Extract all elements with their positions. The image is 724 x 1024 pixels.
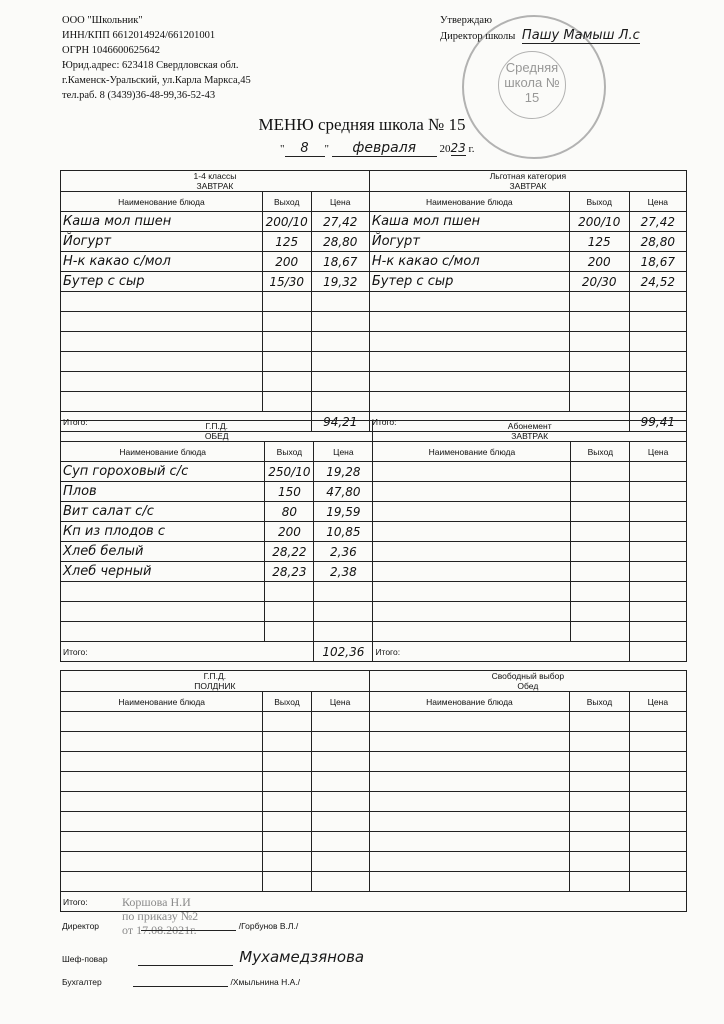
cell-out: 28,22 [265,542,314,562]
cell-name [61,312,263,332]
total-label: Итого: [373,642,630,662]
cell-price [311,872,369,892]
director-sign-row [62,920,298,931]
date-year-prefix: 20 [439,143,451,155]
col-price: Цена [629,192,686,212]
cell-name [61,772,263,792]
cell-out: 250/10 [265,462,314,482]
company-ogrn: ОГРН 1046600625642 [62,45,160,56]
cell-price [629,372,686,392]
table-row [61,852,687,872]
cell-name [61,392,263,412]
col-out: Выход [262,192,311,212]
accountant-label: Бухгалтер [62,977,102,987]
cell-name [369,872,570,892]
cell-name [369,292,569,312]
col-out: Выход [263,692,311,712]
cell-out: 200 [265,522,314,542]
cell-name [61,752,263,772]
section-3-total: 102,36 [314,642,373,662]
cell-out [569,392,629,412]
cell-price [629,812,686,832]
section-1-total: 94,21 [311,412,369,432]
cell-price: 24,52 [629,272,686,292]
cell-name [61,582,265,602]
cell-out [263,872,311,892]
cell-out [262,372,311,392]
table-row [61,542,687,562]
cell-out [263,792,311,812]
company-phone: тел.раб. 8 (3439)36-48-99,36-52-43 [62,90,216,101]
cell-out [571,582,630,602]
company-address-1: Юрид.адрес: 623418 Свердловская обл. [62,60,239,71]
cell-out [263,812,311,832]
cell-name [61,292,263,312]
cell-name [373,462,571,482]
cell-price [311,792,369,812]
cell-price [311,832,369,852]
cell-name [61,732,263,752]
table-row [61,522,687,542]
cell-name [369,732,570,752]
cell-out [262,292,311,312]
cell-out [570,712,629,732]
cell-name [369,812,570,832]
cell-price: 28,80 [311,232,369,252]
accountant-sign-row [62,976,300,987]
cell-name: Бутер с сыр [61,272,263,292]
cell-price [629,712,686,732]
cell-name: Йогурт [61,232,263,252]
cell-name [373,522,571,542]
cell-out [263,732,311,752]
cell-name [61,852,263,872]
col-name: Наименование блюда [61,692,263,712]
cell-price [629,872,686,892]
cell-out [569,292,629,312]
col-out: Выход [571,442,630,462]
table-row [61,752,687,772]
cell-price [314,602,373,622]
cell-name [61,832,263,852]
cell-name [369,392,569,412]
cell-out: 20/30 [569,272,629,292]
total-label: Итого: [61,642,314,662]
chef-label: Шеф-повар [62,954,108,964]
cell-out: 150 [265,482,314,502]
section-5-header: Г.П.Д. ПОЛДНИК [61,671,370,692]
cell-price [311,772,369,792]
table-row [61,872,687,892]
total-label: Итого: [61,412,312,432]
table-row [61,582,687,602]
cell-name [61,712,263,732]
cell-name [61,352,263,372]
cell-out [570,772,629,792]
director-sign-line [141,920,236,931]
cell-name [369,332,569,352]
cell-out [265,582,314,602]
cell-price [629,792,686,812]
cell-out [263,752,311,772]
cell-out [570,812,629,832]
cell-price [629,352,686,372]
cell-price [630,602,687,622]
company-name: ООО "Школьник" [62,15,143,26]
cell-price [311,292,369,312]
cell-price [629,312,686,332]
cell-price [630,542,687,562]
section-2-total: 99,41 [629,412,686,432]
cell-price [629,752,686,772]
cell-price: 19,32 [311,272,369,292]
cell-price: 27,42 [629,212,686,232]
table-row [61,832,687,852]
cell-price [311,732,369,752]
cell-out [262,352,311,372]
cell-out: 28,23 [265,562,314,582]
cell-out [570,752,629,772]
cell-name [369,772,570,792]
cell-price: 19,59 [314,502,373,522]
cell-name [373,482,571,502]
approve-label: Утверждаю [440,15,492,26]
cell-name [61,622,265,642]
cell-price [630,622,687,642]
cell-out [571,562,630,582]
cell-out [265,602,314,622]
cell-price: 19,28 [314,462,373,482]
date-suffix: г. [468,143,475,155]
cell-name [61,872,263,892]
lunch-table [60,420,687,662]
section-6-header: Свободный выбор Обед [369,671,686,692]
cell-out [570,732,629,752]
cell-price [630,482,687,502]
cell-price [311,332,369,352]
cell-out: 200 [569,252,629,272]
col-name: Наименование блюда [61,442,265,462]
director-name: /Горбунов В.Л./ [238,921,299,931]
snack-table [60,670,687,912]
cell-name [369,312,569,332]
cell-name [373,562,571,582]
cell-name [373,542,571,562]
cell-price: 28,80 [629,232,686,252]
cell-out: 125 [569,232,629,252]
col-name: Наименование блюда [61,192,263,212]
cell-out [570,832,629,852]
stamp-center: Средняя школа № 15 [498,51,566,119]
cell-out [571,482,630,502]
cell-price [630,562,687,582]
cell-price: 47,80 [314,482,373,502]
cell-name: Бутер с сыр [369,272,569,292]
cell-price [630,582,687,602]
cell-name: Йогурт [369,232,569,252]
table-row [61,562,687,582]
cell-price [629,852,686,872]
cell-out: 200/10 [262,212,311,232]
cell-out [262,312,311,332]
table-row [61,462,687,482]
cell-out [571,462,630,482]
cell-price: 2,38 [314,562,373,582]
faded-date: от 17.08.2021г. [122,923,197,937]
faded-order: по приказу №2 [122,909,199,923]
cell-price [311,852,369,872]
table-row [61,352,687,372]
cell-name: Каша мол пшен [61,212,263,232]
total-label: Итого: [369,412,629,432]
cell-out [571,542,630,562]
table-row [61,812,687,832]
cell-out [263,852,311,872]
cell-name [61,332,263,352]
page-title: МЕНЮ средняя школа № 15 [258,115,466,134]
breakfast-table [60,170,687,432]
cell-out [570,852,629,872]
date-year-suffix: 23 [450,141,466,155]
col-price: Цена [311,192,369,212]
section-1-header: 1-4 классы ЗАВТРАК [61,171,370,192]
cell-out [262,392,311,412]
cell-out [569,312,629,332]
director-signature: Пашу Мамыш Л.с [521,28,640,43]
cell-out [262,332,311,352]
table-row [61,482,687,502]
cell-out [571,602,630,622]
cell-price [314,622,373,642]
table-row [61,332,687,352]
cell-price [629,332,686,352]
table-row [61,312,687,332]
cell-price: 18,67 [311,252,369,272]
cell-price: 2,36 [314,542,373,562]
cell-out: 125 [262,232,311,252]
chef-sign-line [138,955,233,966]
col-name: Наименование блюда [373,442,571,462]
cell-name: Н-к какао с/мол [369,252,569,272]
cell-name [369,352,569,372]
cell-out [571,502,630,522]
cell-out [569,372,629,392]
accountant-name: /Хмыльнина Н.А./ [230,977,300,987]
cell-name [61,792,263,812]
table-row [61,392,687,412]
table-row [61,772,687,792]
cell-out [570,872,629,892]
cell-price [630,462,687,482]
cell-name [369,852,570,872]
table-row [61,622,687,642]
cell-out [263,712,311,732]
col-price: Цена [311,692,369,712]
cell-price: 18,67 [629,252,686,272]
col-out: Выход [570,692,629,712]
cell-name [369,792,570,812]
chef-name: Мухамедзянова [239,948,365,966]
table-row [61,232,687,252]
table-row [61,792,687,812]
cell-name [373,622,571,642]
cell-price [311,712,369,732]
approval-block [440,13,640,44]
section-4-total [630,642,687,662]
cell-price: 27,42 [311,212,369,232]
cell-name [61,372,263,392]
cell-out [571,522,630,542]
cell-name [369,752,570,772]
cell-price [629,832,686,852]
col-out: Выход [265,442,314,462]
cell-name: Вит салат с/с [61,502,265,522]
cell-out: 15/30 [262,272,311,292]
cell-name [61,812,263,832]
table-row [61,252,687,272]
director-label: Директор [62,921,100,931]
cell-name [373,582,571,602]
cell-out [571,622,630,642]
table-row [61,272,687,292]
col-out: Выход [569,192,629,212]
cell-price [311,752,369,772]
cell-name: Плов [61,482,265,502]
cell-name: Суп гороховый с/с [61,462,265,482]
cell-out: 200/10 [569,212,629,232]
col-price: Цена [314,442,373,462]
cell-out [263,772,311,792]
cell-out [265,622,314,642]
cell-price [314,582,373,602]
cell-out [569,332,629,352]
cell-price [311,812,369,832]
cell-out: 200 [262,252,311,272]
cell-price [311,352,369,372]
total-label: Итого: [61,892,687,912]
cell-name [373,602,571,622]
cell-price [630,522,687,542]
section-3-header: Г.П.Д. ОБЕД [61,421,373,442]
date-month: февраля [332,140,437,157]
table-row [61,712,687,732]
col-price: Цена [629,692,686,712]
accountant-sign-line [133,976,228,987]
cell-name: Хлеб черный [61,562,265,582]
menu-date: " 8 " февраля 2023 г. [280,140,475,156]
company-address-2: г.Каменск-Уральский, ул.Карла Маркса,45 [62,75,251,86]
cell-name: Кп из плодов с [61,522,265,542]
director-school-label: Директор школы [440,31,516,42]
cell-price [629,732,686,752]
cell-price: 10,85 [314,522,373,542]
cell-price [311,372,369,392]
cell-price [629,772,686,792]
cell-name [369,712,570,732]
cell-name [373,502,571,522]
cell-price [629,392,686,412]
col-name: Наименование блюда [369,192,569,212]
cell-price [629,292,686,312]
table-row [61,292,687,312]
cell-price [311,312,369,332]
cell-name [369,832,570,852]
table-row [61,212,687,232]
cell-out [570,792,629,812]
cell-name [369,372,569,392]
cell-name: Каша мол пшен [369,212,569,232]
section-4-header: Абонемент ЗАВТРАК [373,421,687,442]
table-row [61,602,687,622]
col-price: Цена [630,442,687,462]
cell-name: Хлеб белый [61,542,265,562]
cell-out [263,832,311,852]
company-info [62,13,251,103]
section-2-header: Льготная категория ЗАВТРАК [369,171,686,192]
table-row [61,372,687,392]
date-day: 8 [285,141,325,157]
cell-name [61,602,265,622]
col-name: Наименование блюда [369,692,570,712]
cell-name: Н-к какао с/мол [61,252,263,272]
cell-price [311,392,369,412]
faded-name: Коршова Н.И [122,895,191,909]
cell-price [630,502,687,522]
chef-sign-row [62,948,364,966]
table-row [61,502,687,522]
company-inn: ИНН/КПП 6612014924/661201001 [62,30,216,41]
table-row [61,732,687,752]
cell-out: 80 [265,502,314,522]
cell-out [569,352,629,372]
